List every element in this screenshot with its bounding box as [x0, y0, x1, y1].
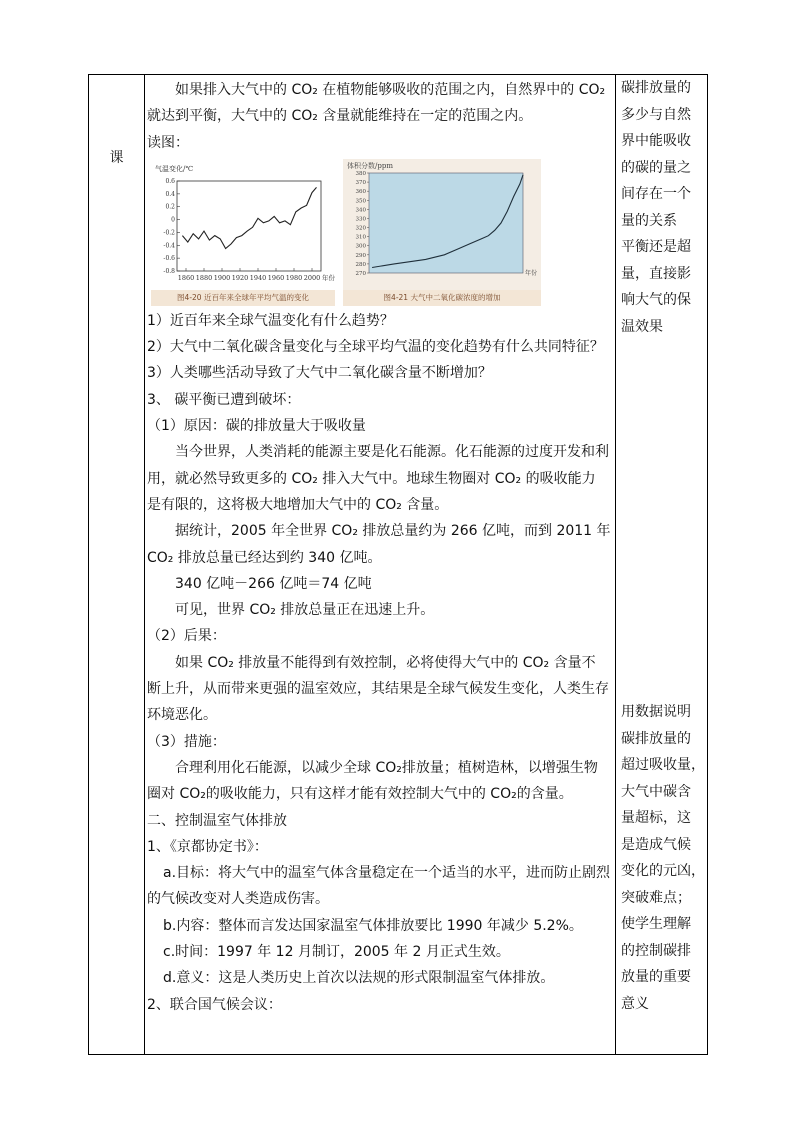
side-note-line: 界中能吸收	[621, 133, 691, 149]
x-tick-label: 1860	[177, 273, 195, 282]
axis-title: 年份	[322, 273, 335, 282]
y-tick-label: 350	[355, 198, 366, 205]
paragraph: 如果 CO₂ 排放量不能得到有效控制，必将使得大气中的 CO₂ 含量不	[175, 654, 596, 671]
side-note-line: 变化的元凶，	[621, 863, 705, 879]
side-note-line: 平衡还是超	[621, 239, 691, 255]
x-tick-label: 1980	[285, 273, 303, 282]
side-note-line: 量，直接影	[621, 265, 691, 282]
x-tick-label: 1940	[249, 273, 267, 282]
side-note-line: 多少与自然	[621, 106, 691, 123]
section-heading: 3、 碳平衡已遭到破坏：	[147, 391, 301, 408]
side-note-line: 大气中碳含	[621, 783, 691, 800]
side-note-bottom	[621, 699, 707, 1017]
main-content	[147, 77, 612, 1018]
y-tick-label: 0.2	[165, 203, 175, 211]
y-tick-label: 0.4	[165, 190, 175, 198]
side-note-line: 的碳的量之	[621, 159, 691, 176]
y-tick-label: 320	[355, 225, 366, 232]
y-tick-label: -0.8	[163, 267, 175, 275]
y-tick-label: 300	[355, 243, 366, 250]
y-tick-label: 380	[355, 170, 366, 177]
side-note-line: 用数据说明	[621, 704, 691, 720]
co2-figure	[343, 159, 541, 306]
subsection-heading: 1、《京都协定书》：	[147, 838, 268, 855]
paragraph: 环境恶化。	[147, 707, 217, 724]
lesson-table	[88, 74, 708, 1055]
list-item: a.目标：将大气中的温室气体含量稳定在一个适当的水平，进而防止剧烈	[163, 865, 611, 882]
side-note-line: 的控制碳排	[621, 942, 691, 959]
list-item: d.意义：这是人类历史上首次以法规的形式限制温室气体排放。	[163, 970, 555, 987]
x-tick-label: 1900	[213, 273, 231, 282]
temperature-chart	[151, 159, 335, 290]
paragraph: 如果排入大气中的 CO₂ 在植物能够吸收的范围之内，自然界中的 CO₂	[175, 82, 606, 98]
chart-background	[151, 159, 335, 290]
paragraph: 当今世界，人类消耗的能源主要是化石能源。化石能源的过度开发和利	[175, 444, 609, 461]
stage-label: 课	[109, 150, 124, 166]
paragraph: 圈对 CO₂的吸收能力，只有这样才能有效控制大气中的 CO₂的含量。	[147, 786, 573, 803]
question: 2）大气中二氧化碳含量变化与全球平均气温的变化趋势有什么共同特征？	[147, 339, 604, 356]
side-note-line: 温效果	[621, 318, 663, 335]
subsection-heading: 2、联合国气候会议：	[147, 996, 282, 1013]
side-note-line: 意义	[621, 995, 649, 1012]
side-note-line: 放量的重要	[621, 969, 691, 985]
side-note-line: 量的关系	[621, 212, 677, 229]
side-note-line: 量超标，这	[621, 810, 691, 826]
y-tick-label: 310	[355, 234, 366, 241]
list-item: 的气候改变对人类造成伤害。	[147, 891, 329, 908]
axis-title: 气温变化/℃	[155, 164, 194, 173]
side-note-top	[621, 75, 707, 340]
y-tick-label: -0.2	[163, 229, 175, 237]
paragraph: CO₂ 排放总量已经达到约 340 亿吨。	[147, 549, 382, 566]
paragraph: 合理利用化石能源，以减少全球 CO₂排放量；植树造林，以增强生物	[175, 759, 598, 776]
paragraph: 就达到平衡，大气中的 CO₂ 含量就能维持在一定的范围之内。	[147, 108, 533, 125]
list-item: b.内容：整体而言发达国家温室气体排放要比 1990 年减少 5.2%。	[163, 917, 583, 934]
y-tick-label: -0.4	[163, 242, 175, 250]
figure-caption: 图4-21 大气中二氧化碳浓度的增加	[343, 290, 541, 306]
x-tick-label: 2000	[303, 273, 321, 282]
y-tick-label: 370	[355, 179, 366, 186]
co2-chart	[343, 159, 541, 290]
calculation: 340 亿吨－266 亿吨＝74 亿吨	[175, 575, 372, 592]
y-tick-label: 0	[171, 216, 175, 224]
y-tick-label: 290	[355, 252, 366, 259]
temperature-figure	[151, 159, 335, 306]
paragraph: 读图：	[147, 134, 189, 151]
side-note-line: 突破难点；	[621, 889, 691, 906]
column-divider	[144, 75, 145, 1054]
x-tick-label: 1960	[267, 273, 285, 282]
side-note-line: 使学生理解	[621, 916, 691, 932]
y-tick-label: 0.6	[165, 177, 175, 185]
y-tick-label: 330	[355, 216, 366, 223]
figure-caption: 图4-20 近百年来全球年平均气温的变化	[151, 290, 335, 306]
list-item: c.时间：1997 年 12 月制订，2005 年 2 月正式生效。	[163, 944, 510, 961]
subsection-heading: （3）措施：	[147, 733, 226, 750]
question: 3）人类哪些活动导致了大气中二氧化碳含量不断增加？	[147, 365, 492, 382]
column-divider	[615, 75, 616, 1054]
figure-row	[147, 159, 612, 306]
axis-title: 体积分数/ppm	[347, 161, 393, 170]
y-tick-label: -0.6	[163, 255, 175, 263]
y-tick-label: 360	[355, 189, 366, 196]
subsection-heading: （2）后果：	[147, 628, 226, 645]
side-note-line: 是造成气候	[621, 836, 691, 853]
y-tick-label: 340	[355, 207, 366, 214]
side-note-line: 碳排放量的	[621, 80, 691, 96]
side-note-line: 响大气的保	[621, 292, 691, 308]
y-tick-label: 280	[355, 261, 366, 268]
paragraph: 是有限的，这将极大地增加大气中的 CO₂ 含量。	[147, 496, 449, 513]
side-note-line: 间存在一个	[621, 186, 691, 202]
paragraph: 用，就必然导致更多的 CO₂ 排入大气中。地球生物圈对 CO₂ 的吸收能力	[147, 470, 596, 487]
section-heading: 二、控制温室气体排放	[147, 812, 287, 829]
side-note-line: 碳排放量的	[621, 730, 691, 747]
x-tick-label: 1880	[195, 273, 213, 282]
paragraph: 据统计，2005 年全世界 CO₂ 排放总量约为 266 亿吨，而到 2011 年	[175, 523, 611, 540]
plot-area	[369, 173, 523, 273]
paragraph: 可见，世界 CO₂ 排放总量正在迅速上升。	[175, 602, 435, 619]
axis-title: 年份	[525, 269, 538, 277]
question: 1）近百年来全球气温变化有什么趋势？	[147, 312, 394, 329]
x-tick-label: 1920	[231, 273, 249, 282]
subsection-heading: （1）原因：碳的排放量大于吸收量	[147, 418, 366, 435]
paragraph: 断上升，从而带来更强的温室效应，其结果是全球气候发生变化，人类生存	[147, 681, 609, 698]
y-tick-label: 270	[355, 270, 366, 277]
side-note-line: 超过吸收量，	[621, 757, 705, 773]
